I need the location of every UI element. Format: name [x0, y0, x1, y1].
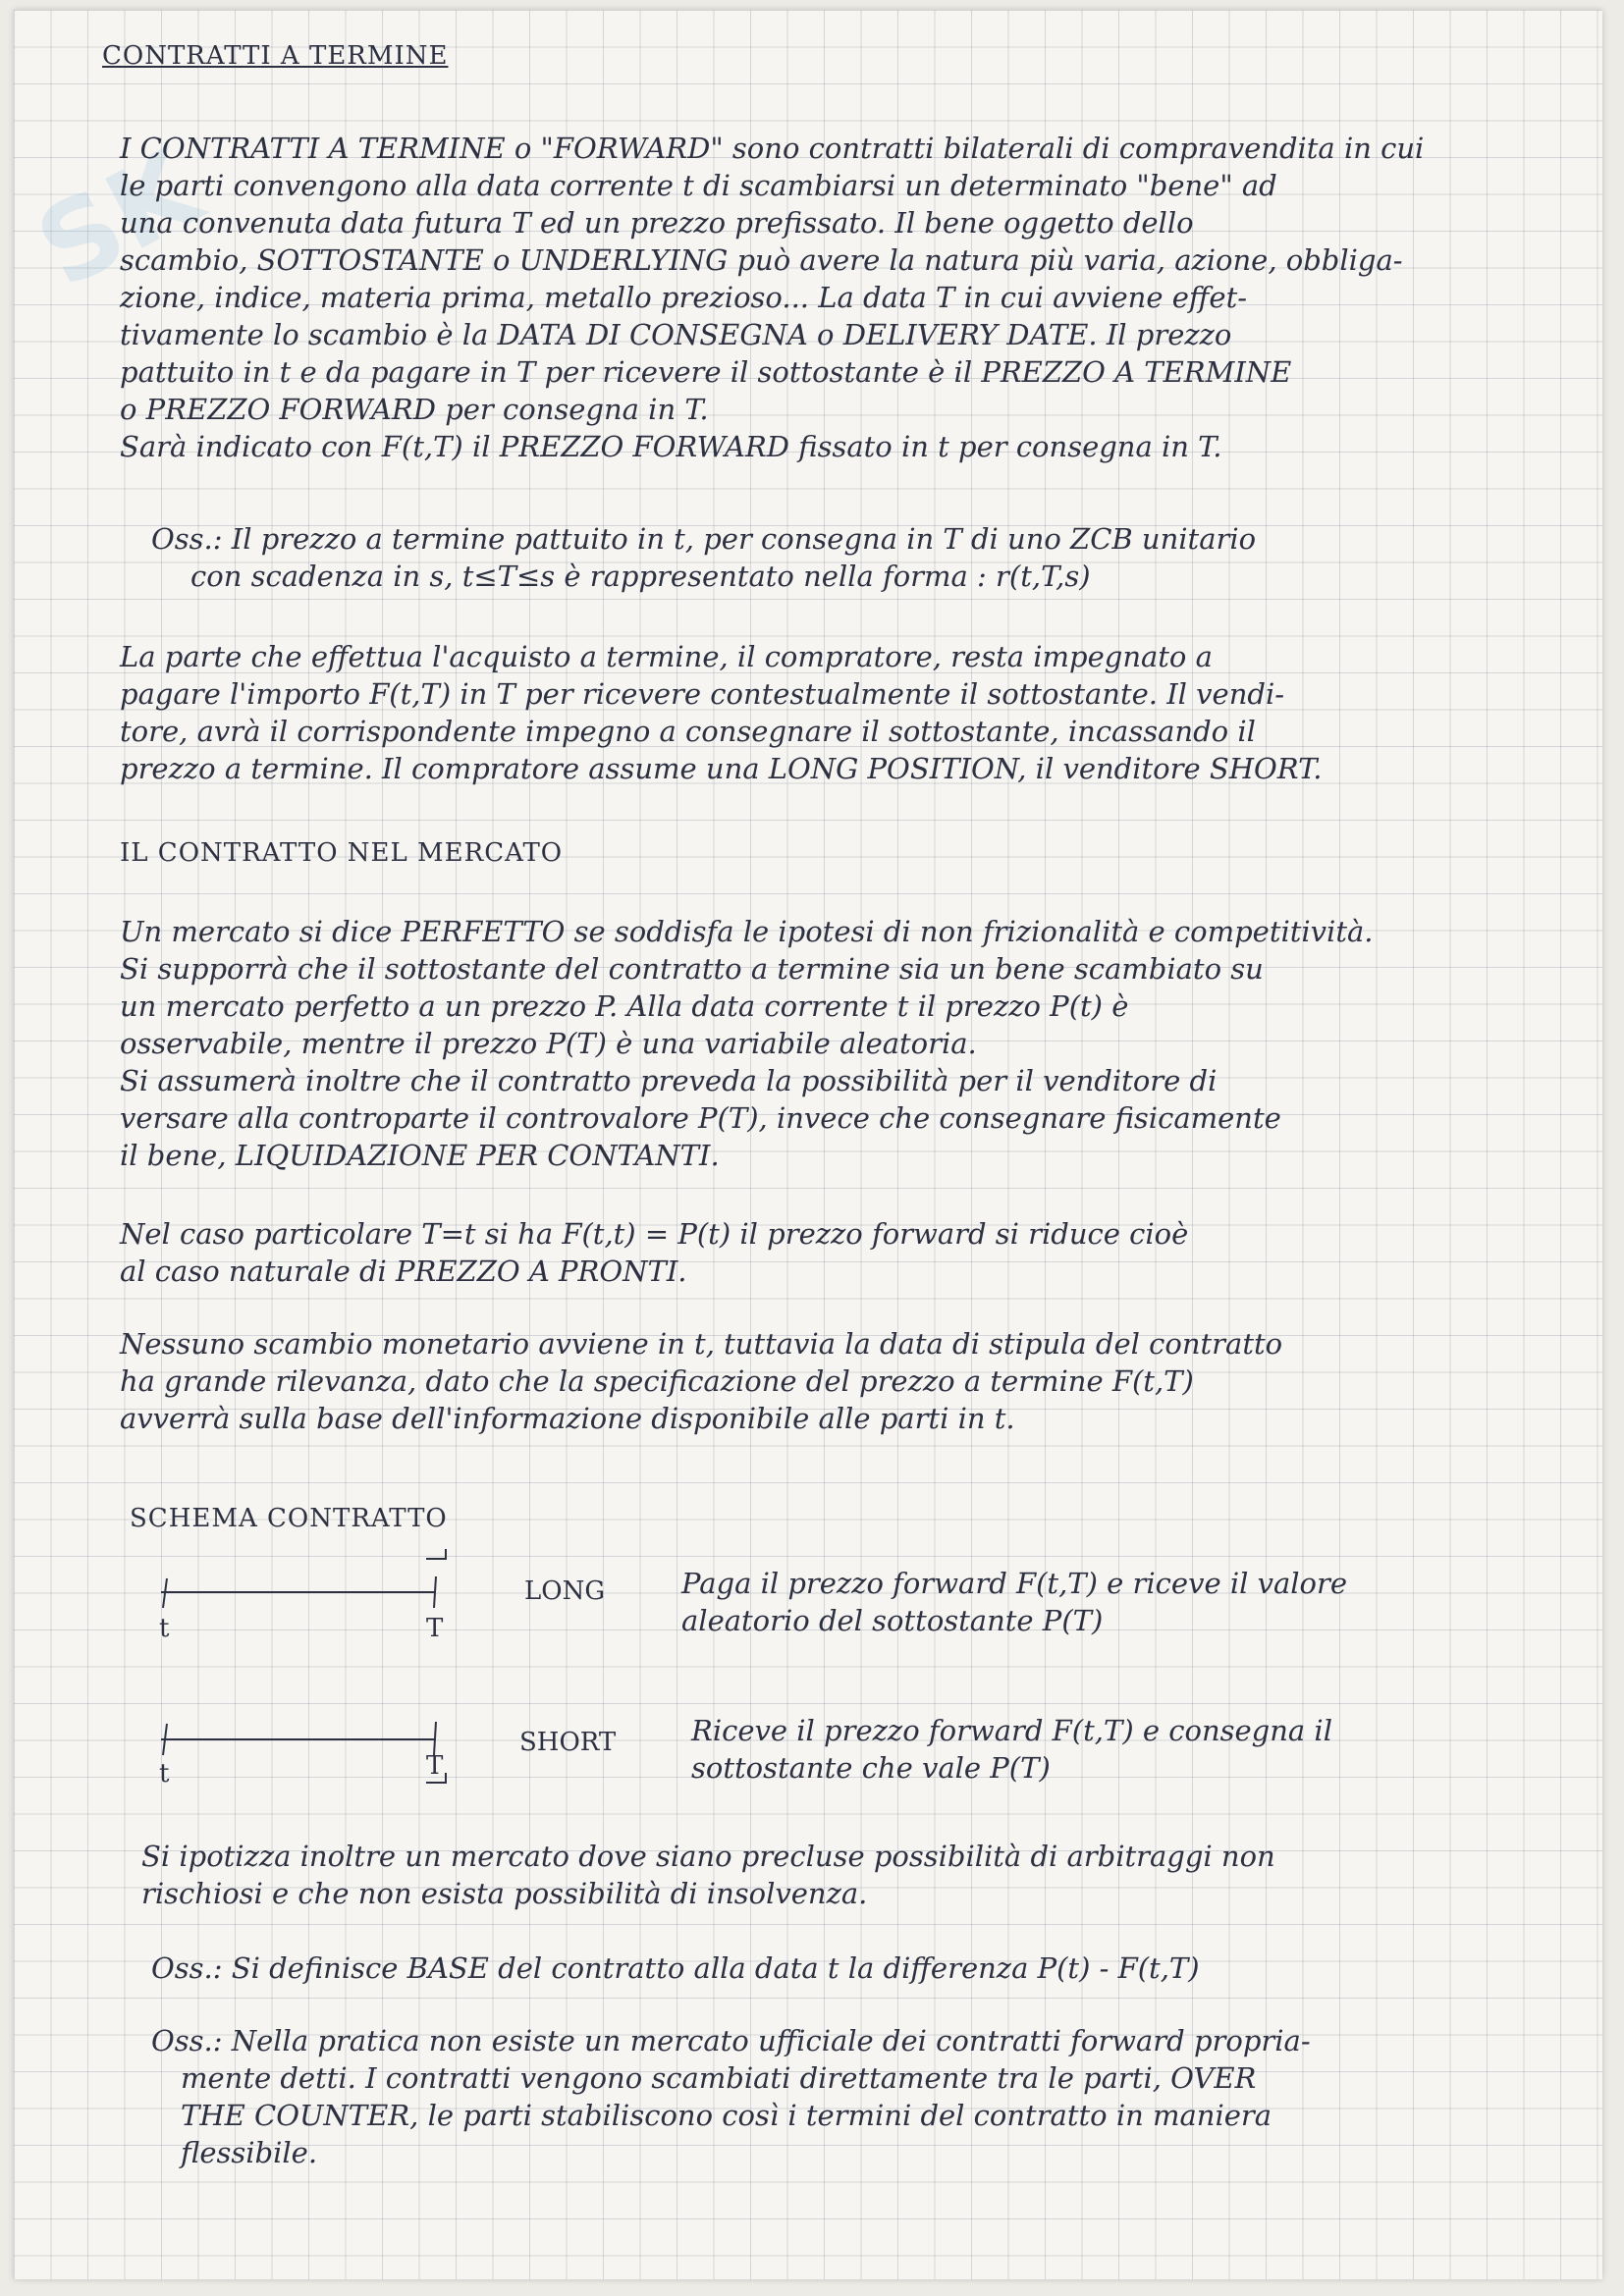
heading-mercato: IL CONTRATTO NEL MERCATO — [120, 838, 564, 868]
text-line: osservabile, mentre il prezzo P(T) è una variabile aleatoria. — [120, 1027, 977, 1060]
oss-note-3 — [151, 2022, 1602, 2171]
text-line: tore, avrà il corrispondente impegno a consegnare il sottostante, incassando il — [120, 715, 1256, 748]
text-line: o PREZZO FORWARD per consegna in T. — [120, 393, 709, 426]
schema-diagram — [14, 10, 1602, 2279]
page-title: CONTRATTI A TERMINE — [102, 41, 449, 71]
text-line: Oss.: Si definisce BASE del contratto alla data t la differenza P(t) - F(t,T) — [151, 1951, 1200, 1985]
short-label: SHORT — [519, 1728, 617, 1757]
text-line: Si supporrà che il sottostante del contratto a termine sia un bene scambiato su — [120, 952, 1264, 986]
text-line: I CONTRATTI A TERMINE o "FORWARD" sono contratti bilaterali di compravendita in cui — [120, 132, 1425, 165]
text-line: Si assumerà inoltre che il contratto preveda la possibilità per il venditore di — [120, 1064, 1218, 1097]
text-line: La parte che effettua l'acquisto a termine, il compratore, resta impegnato a — [120, 640, 1213, 673]
notebook-sheet — [14, 10, 1602, 2279]
text-line: pagare l'importo F(t,T) in T per ricevere contestualmente il sottostante. Il vendi- — [120, 677, 1285, 711]
text-line: scambio, SOTTOSTANTE o UNDERLYING può avere la natura più varia, azione, obbliga- — [120, 243, 1403, 277]
text-line: Si ipotizza inoltre un mercato dove siano precluse possibilità di arbitraggi non — [141, 1840, 1275, 1873]
text-line: zione, indice, materia prima, metallo prezioso... La data T in cui avviene effet- — [120, 281, 1248, 314]
text-line: ha grande rilevanza, dato che la specificazione del prezzo a termine F(t,T) — [120, 1364, 1194, 1398]
short-T-label: T — [426, 1751, 444, 1781]
text-line: pattuito in t e da pagare in T per ricevere il sottostante è il PREZZO A TERMINE — [120, 355, 1292, 389]
short-t-label: t — [159, 1759, 170, 1789]
heading-schema: SCHEMA CONTRATTO — [130, 1504, 448, 1533]
handwritten-page — [14, 10, 1602, 2279]
long-T-label: T — [426, 1614, 444, 1643]
text-line: Riceve il prezzo forward F(t,T) e consegna il — [691, 1714, 1332, 1747]
text-line: un mercato perfetto a un prezzo P. Alla data corrente t il prezzo P(t) è — [120, 989, 1129, 1023]
long-t-label: t — [159, 1614, 170, 1643]
text-line: Nessuno scambio monetario avviene in t, tuttavia la data di stipula del contratto — [120, 1327, 1283, 1361]
long-tick-T — [434, 1576, 436, 1608]
text-line: Paga il prezzo forward F(t,T) e riceve il valore — [681, 1567, 1348, 1600]
long-arrow-icon — [426, 1549, 446, 1559]
text-line: aleatorio del sottostante P(T) — [681, 1604, 1104, 1637]
text-line: mente detti. I contratti vengono scambiati direttamente tra le parti, OVER — [181, 2061, 1257, 2095]
text-line: una convenuta data futura T ed un prezzo prefissato. Il bene oggetto dello — [120, 206, 1194, 240]
text-line: il bene, LIQUIDAZIONE PER CONTANTI. — [120, 1139, 720, 1172]
text-line: con scadenza in s, t≤T≤s è rappresentato nella forma : r(t,T,s) — [190, 560, 1091, 593]
watermark: SK — [18, 125, 220, 312]
oss-note-2 — [151, 1949, 1602, 1987]
text-line: tivamente lo scambio è la DATA DI CONSEGNA o DELIVERY DATE. Il prezzo — [120, 318, 1232, 351]
text-line: Nel caso particolare T=t si ha F(t,t) = P(t) il prezzo forward si riduce cioè — [120, 1217, 1189, 1251]
text-line: flessibile. — [181, 2136, 318, 2169]
paragraph-arbitraggi — [141, 1838, 1602, 1912]
text-line: Oss.: Il prezzo a termine pattuito in t, per consegna in T di uno ZCB unitario — [151, 522, 1257, 556]
text-line: sottostante che vale P(T) — [691, 1751, 1051, 1785]
text-line: le parti convengono alla data corrente t di scambiarsi un determinato "bene" ad — [120, 169, 1277, 202]
long-description — [681, 1565, 1347, 1639]
long-label: LONG — [524, 1576, 606, 1606]
text-line: THE COUNTER, le parti stabiliscono così i termini del contratto in maniera — [181, 2099, 1272, 2132]
text-line: rischiosi e che non esista possibilità di insolvenza. — [141, 1877, 868, 1910]
text-line: al caso naturale di PREZZO A PRONTI. — [120, 1255, 687, 1288]
text-line: Sarà indicato con F(t,T) il PREZZO FORWARD fissato in t per consegna in T. — [120, 430, 1222, 463]
text-line: versare alla controparte il controvalore P(T), invece che consegnare fisicamente — [120, 1101, 1281, 1135]
text-line: Oss.: Nella pratica non esiste un mercato ufficiale dei contratti forward propria- — [151, 2024, 1311, 2057]
text-line: Un mercato si dice PERFETTO se soddisfa le ipotesi di non frizionalità e competitività. — [120, 915, 1374, 948]
short-description — [691, 1712, 1332, 1787]
text-line: avverrà sulla base dell'informazione disponibile alle parti in t. — [120, 1402, 1015, 1435]
text-line: prezzo a termine. Il compratore assume una LONG POSITION, il venditore SHORT. — [120, 752, 1323, 785]
